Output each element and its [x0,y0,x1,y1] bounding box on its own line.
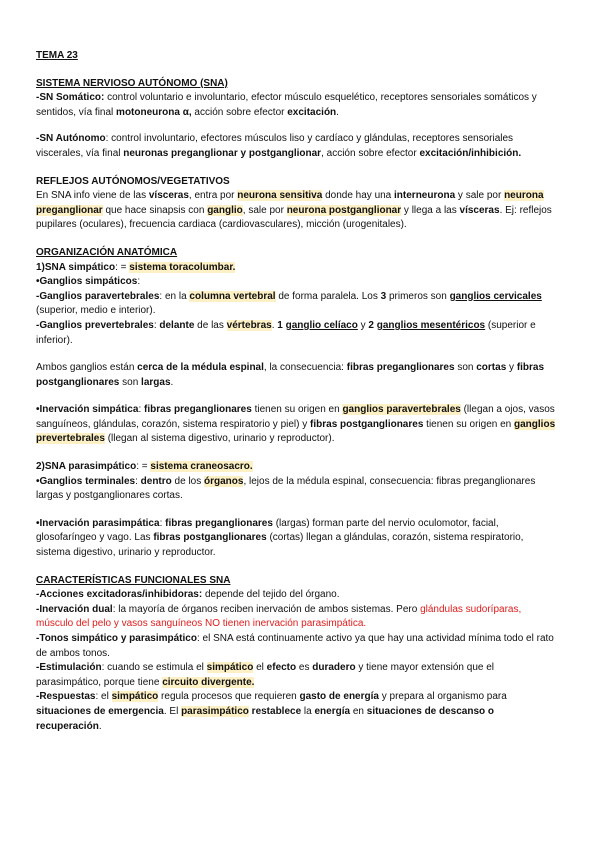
text-run: de las [194,319,227,331]
text-run: control voluntario e involuntario, efector músculo esquelético, receptores sensoriales somáticos y sentidos, vía final [36,92,537,118]
bold-term: fibras postganglionares [36,362,545,388]
subheading-sna-simpatico [36,261,560,276]
highlighted-term: simpático [111,691,159,703]
text-run: de forma paralela. Los [275,290,381,302]
term-label: •Ganglios terminales [36,475,136,487]
bold-term: largas [141,376,171,388]
paragraph-ganglios-paravertebrales [36,290,560,319]
term-label: •Inervación parasimpática [36,517,160,529]
highlighted-term: simpático [206,662,254,674]
section-heading-reflejos: REFLEJOS AUTÓNOMOS/VEGETATIVOS [36,175,230,187]
text-run: (largas) forman parte del nervio oculomotor, facial, glosofaríngeo y vago. Las [36,517,499,544]
bold-term: 1)SNA simpático [36,261,116,273]
text-run: el [253,662,267,674]
text-run: (superior, medio e interior). [36,305,156,317]
paragraph-sn-somatico [36,91,560,120]
highlighted-term: sistema toracolumbar. [129,261,236,273]
paragraph-tonos [36,632,560,661]
bold-term: vísceras [148,190,189,202]
paragraph-sn-autonomo [36,132,560,161]
text-run: En SNA info viene de las [36,190,149,202]
term-label: -SN Somático: [36,92,105,104]
text-run: . [170,376,174,388]
term-label: -Tonos simpático y parasimpático [36,633,197,644]
bold-term: fibras postganglionares [310,418,424,430]
bold-term: efecto [266,662,297,674]
text-run: : la mayoría de órganos reciben inervación de ambos sistemas. Pero [112,603,421,615]
red-note: glándulas sudoríparas, músculo del pelo y vasos sanguíneos NO tienen inervación parasimpática. [36,603,522,630]
paragraph-acciones [36,588,560,603]
highlighted-term: vértebras [226,319,272,331]
text-run: acción sobre efector [191,106,288,118]
bold-term: situaciones de descanso o recuperación [36,705,495,732]
highlighted-term: circuito divergente. [162,676,255,688]
bold-term: cortas [476,362,507,374]
bold-term: gasto de energía [299,691,379,703]
highlighted-term: neurona sensitiva [237,190,323,202]
text-run: (llegan al sistema digestivo, urinario y reproductor). [104,433,335,445]
paragraph-inervacion-parasimpatica [36,517,560,561]
highlighted-term: neurona preganglionar [36,190,544,216]
text-run: (cortas) llegan a glándulas, corazón, sistema respiratorio, sistema digestivo, urinario y reproductor. [36,532,524,559]
bold-term: cerca de la médula espinal [137,362,264,374]
text-run: , la consecuencia: [263,362,347,374]
text-run: son [119,376,142,388]
text-run: la [301,705,315,717]
bold-term: fibras postganglionares [153,532,267,544]
bold-term: excitación/inhibición. [419,147,522,159]
text-run: primeros son [386,290,450,302]
text-run: : = [136,461,151,473]
text-run: : [153,319,160,331]
bold-term: delante [159,319,195,331]
term-label: -Estimulación [36,662,102,674]
text-run: es [296,662,313,674]
text-run: y sale por [455,190,505,202]
bold-term: 2)SNA parasimpático [36,461,137,473]
highlighted-term: neurona postganglionar [286,204,402,216]
bold-term: fibras preganglionares [165,517,273,529]
highlighted-term: ganglios prevertebrales [36,418,556,445]
text-run: regula procesos que requieren [158,691,300,703]
term-label: •Inervación simpática [36,404,139,416]
bold-term: fibras preganglionares [346,362,455,374]
text-run: . Ej: reflejos pupilares (oculares), frecuencia cardiaca (cardiovasculares), micción (urogenitales). [36,204,552,231]
highlighted-term: órganos [204,475,244,487]
text-run: y [506,362,517,374]
bold-term: dentro [140,475,172,487]
paragraph-estimulacion [36,661,560,690]
paragraph-inervacion-dual [36,603,560,632]
highlighted-term: columna vertebral [189,290,276,302]
text-run: : = [115,261,130,273]
section-heading-sna: SISTEMA NERVIOSO AUTÓNOMO (SNA) [36,77,228,89]
text-run: , sale por [242,204,287,216]
text-run: (llegan a ojos, vasos sanguíneos, glándulas, corazón, sistema respiratorio y piel) y [36,404,555,430]
section-heading-caracteristicas: CARACTERÍSTICAS FUNCIONALES SNA [36,574,231,586]
bold-term: 2 [368,319,374,331]
bold-term: neuronas preganglionar y postganglionar [123,147,322,159]
highlighted-term: parasimpático [181,705,249,717]
bold-term: situaciones de emergencia [36,705,164,717]
term-label: -Inervación dual [36,603,113,615]
paragraph-inervacion-simpatica [36,403,560,447]
term-label: -Ganglios prevertebrales [36,319,154,331]
text-run: . [336,106,339,118]
highlighted-term: ganglio [207,204,243,216]
underlined-term: ganglios cervicales [449,290,542,302]
bold-term: 3 [380,290,387,302]
text-run: : control involuntario, efectores músculos liso y cardíaco y glándulas, receptores sensoriales viscerales, vía final [36,133,514,159]
text-run: donde hay una [322,190,395,202]
term-label: -Ganglios paravertebrales [36,290,160,302]
term-label: -SN Autónomo [36,133,106,145]
text-run: tienen su origen en [251,404,343,416]
paragraph-respuestas [36,690,560,734]
paragraph-ambos-ganglios [36,361,560,390]
bold-term: energía [314,705,351,717]
text-run: : [138,404,144,416]
text-run: tienen su origen en [423,418,515,430]
text-run: : cuando se estimula el [101,662,207,674]
text-run: , lejos de la médula espinal, consecuencia: fibras preganglionares largas y postganglionares cortas. [36,475,536,502]
text-run: : en la [159,290,190,302]
text-run: y prepara al organismo para [378,691,507,703]
text-run: . [271,319,278,331]
bold-term: fibras preganglionares [144,404,252,416]
bold-term: motoneurona α, [116,106,192,118]
paragraph-ganglios-prevertebrales [36,319,560,348]
subheading-ganglios-simpaticos [36,275,560,290]
text-run: de los [171,475,205,487]
text-run: son [454,362,477,374]
paragraph-ganglios-terminales [36,475,560,504]
text-run: y tiene mayor extensión que el parasimpático, porque tiene [36,662,495,688]
text-run: depende del tejido del órgano. [202,589,340,601]
highlighted-term: ganglios paravertebrales [342,404,461,416]
subheading-sna-parasimpatico [36,460,560,475]
highlighted-term: sistema craneosacro. [150,461,253,473]
text-run: y [357,319,369,331]
section-heading-organizacion: ORGANIZACIÓN ANATÓMICA [36,246,178,258]
bold-term: duradero [312,662,356,674]
text-run: , acción sobre efector [321,147,420,159]
bold-term: vísceras [459,204,500,216]
text-run: . El [163,705,182,717]
text-run: que hace sinapsis con [102,204,208,216]
text-run: : [137,276,141,288]
bold-term: 1 [277,319,283,331]
underlined-term: ganglios mesentéricos [376,319,486,331]
text-run: : [135,475,141,487]
bold-term: excitación [287,106,337,118]
bold-term: restablece [251,705,302,717]
underlined-term: ganglio celíaco [285,319,358,331]
text-run: : [159,517,166,529]
text-run: (superior e inferior). [36,319,536,346]
bold-term: interneurona [394,190,456,202]
text-run: . [98,720,102,732]
topic-title: TEMA 23 [36,50,78,61]
term-label: -Acciones excitadoras/inhibidoras: [36,589,203,601]
paragraph-reflejos [36,189,560,233]
text-run: Ambos ganglios están [36,362,138,374]
text-run: , entra por [188,190,238,202]
text-run: : el SNA está continuamente activo ya que hay una actividad mínima todo el rato de ambos tonos. [36,633,554,659]
term-label: -Respuestas [36,691,96,703]
text-run: y llega a las [401,204,460,216]
text-run: : el [95,691,112,703]
text-run: en [350,705,367,717]
bold-term: •Ganglios simpáticos [36,276,138,288]
